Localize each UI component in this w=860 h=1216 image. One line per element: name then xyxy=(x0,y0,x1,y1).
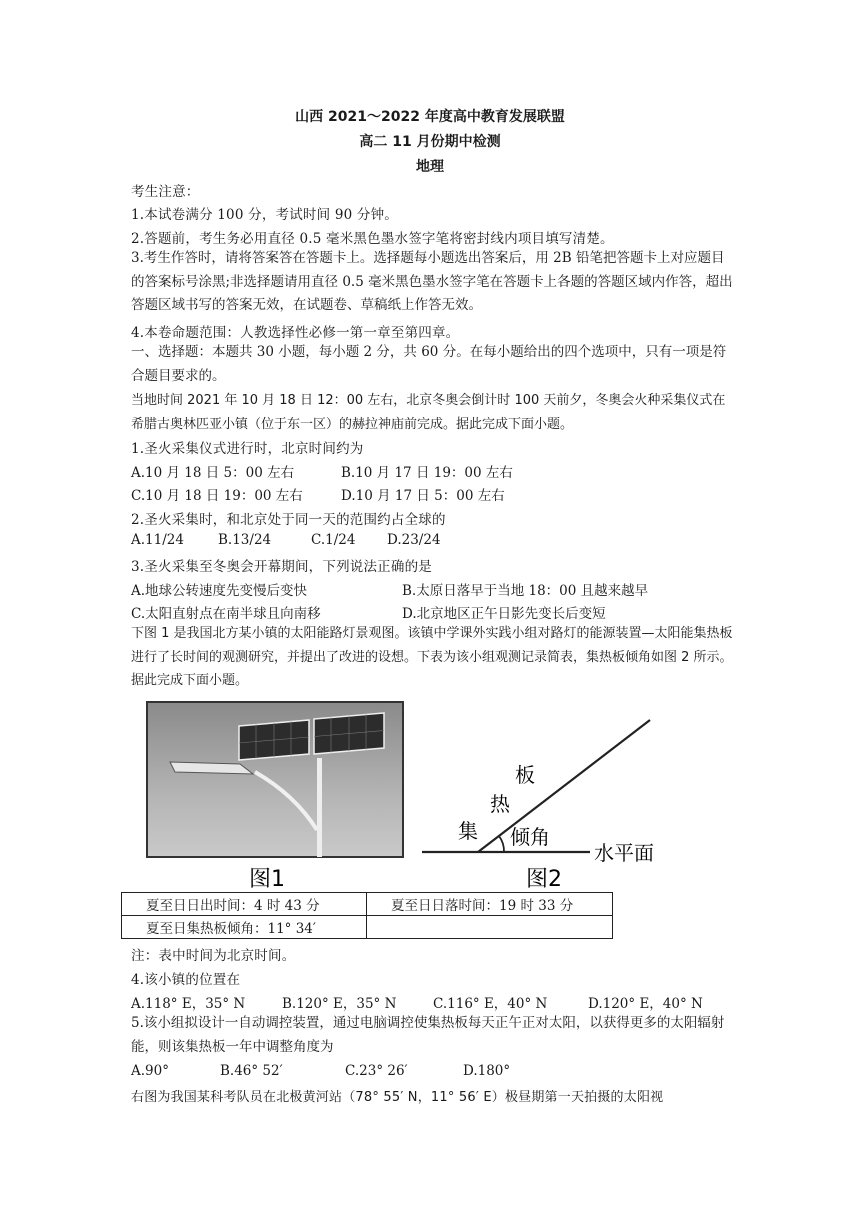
passage-3: 右图为我国某科考队员在北极黄河站（78° 55′ N，11° 56′ E）极昼期第一天拍摄的太阳视 xyxy=(131,1090,664,1105)
table-row xyxy=(122,893,613,916)
question-2-option-b: B.13/24 xyxy=(218,532,272,548)
question-1-option-b: B.10 月 17 日 19：00 左右 xyxy=(341,465,513,481)
question-5-option-d: D.180° xyxy=(463,1063,511,1079)
angle-arc xyxy=(499,836,504,852)
question-5-option-c: C.23° 26′ xyxy=(345,1063,408,1079)
subject-title: 地理 xyxy=(416,159,444,175)
observation-table xyxy=(121,892,613,939)
tilt-cell: 夏至日集热板倾角：11° 34′ xyxy=(122,916,367,939)
question-1-option-a: A.10 月 18 日 5：00 左右 xyxy=(131,465,295,481)
question-4-option-c: C.116° E，40° N xyxy=(433,996,548,1012)
sunrise-cell: 夏至日日出时间：4 时 43 分 xyxy=(122,893,367,916)
question-5-stem: 5.该小组拟设计一自动调控装置，通过电脑调控使集热板每天正午正对太阳，以获得更多的太阳辐射能，则该集热板一年中调整角度为 xyxy=(131,1015,725,1055)
figure-2-caption: 图2 xyxy=(526,867,562,892)
tilt-angle-diagram xyxy=(418,700,662,892)
question-4-stem: 4.该小镇的位置在 xyxy=(131,972,241,988)
label-ban: 板 xyxy=(515,763,535,787)
question-4-option-b: B.120° E，35° N xyxy=(282,996,397,1012)
question-1-stem: 1.圣火采集仪式进行时，北京时间约为 xyxy=(131,441,364,457)
sunset-cell: 夏至日日落时间：19 时 33 分 xyxy=(367,893,613,916)
exam-title: 山西 2021～2022 年度高中教育发展联盟 xyxy=(295,109,565,125)
passage-1: 当地时间 2021 年 10 月 18 日 12：00 左右，北京冬奥会倒计时 100 天前夕，冬奥会火种采集仪式在希腊古奥林匹亚小镇（位于东一区）的赫拉神庙前完成。据此完成下面小题。 xyxy=(131,393,726,432)
question-2-option-c: C.1/24 xyxy=(311,532,356,548)
section-heading: 一、选择题：本题共 30 小题，每小题 2 分，共 60 分。在每小题给出的四个选项中，只有一项是符合题目要求的。 xyxy=(131,344,727,384)
notice-item-2: 2.答题前，考生务必用直径 0.5 毫米黑色墨水签字笔将密封线内项目填写清楚。 xyxy=(131,231,614,247)
question-2-option-a: A.11/24 xyxy=(131,532,184,548)
question-2-stem: 2.圣火采集时，和北京处于同一天的范围约占全球的 xyxy=(131,512,446,528)
label-re: 热 xyxy=(490,792,510,816)
question-3-option-a: A.地球公转速度先变慢后变快 xyxy=(131,583,308,599)
notice-item-1: 1.本试卷满分 100 分，考试时间 90 分钟。 xyxy=(131,207,398,223)
solar-street-lamp-image xyxy=(145,700,407,892)
empty-cell xyxy=(367,916,613,939)
collector-line xyxy=(478,720,650,852)
question-2-option-d: D.23/24 xyxy=(387,532,441,548)
question-5-option-b: B.46° 52′ xyxy=(220,1063,283,1079)
question-3-option-c: C.太阳直射点在南半球且向南移 xyxy=(131,606,321,622)
figure-1 xyxy=(145,700,407,892)
notice-item-4: 4.本卷命题范围：人教选择性必修一第一章至第四章。 xyxy=(131,325,460,341)
label-horizontal-plane: 水平面 xyxy=(594,841,654,865)
question-4-option-a: A.118° E，35° N xyxy=(131,996,246,1012)
table-note: 注：表中时间为北京时间。 xyxy=(131,948,296,964)
question-3-option-b: B.太原日落早于当地 18：00 且越来越早 xyxy=(402,583,649,599)
figure-1-caption: 图1 xyxy=(249,867,285,892)
question-1-option-d: D.10 月 17 日 5：00 左右 xyxy=(341,488,505,504)
figure-2 xyxy=(418,700,662,892)
question-4-option-d: D.120° E，40° N xyxy=(588,996,703,1012)
passage-2: 下图 1 是我国北方某小镇的太阳能路灯景观图。该镇中学课外实践小组对路灯的能源装置—太阳能集热板进行了长时间的观测研究，并提出了改进的设想。下表为该小组观测记录简表，集热板倾角如图 2 所示。据此完成下面小题。 xyxy=(131,626,733,688)
table-row xyxy=(122,916,613,939)
label-ji: 集 xyxy=(458,819,478,843)
question-3-option-d: D.北京地区正午日影先变长后变短 xyxy=(402,606,606,622)
question-1-option-c: C.10 月 18 日 19：00 左右 xyxy=(131,488,303,504)
question-5-option-a: A.90° xyxy=(131,1063,169,1079)
question-3-stem: 3.圣火采集至冬奥会开幕期间，下列说法正确的是 xyxy=(131,559,432,575)
notice-item-3: 3.考生作答时，请将答案答在答题卡上。选择题每小题选出答案后，用 2B 铅笔把答题卡上对应题目的答案标号涂黑;非选择题请用直径 0.5 毫米黑色墨水签字笔在答题卡上各题的答题区域内作答，超出答题区域书写的答案无效，在试题卷、草稿纸上作答无效。 xyxy=(131,250,733,313)
exam-subtitle: 高二 11 月份期中检测 xyxy=(359,134,501,150)
label-tilt-angle: 倾角 xyxy=(510,825,550,849)
notice-heading: 考生注意： xyxy=(131,184,200,200)
